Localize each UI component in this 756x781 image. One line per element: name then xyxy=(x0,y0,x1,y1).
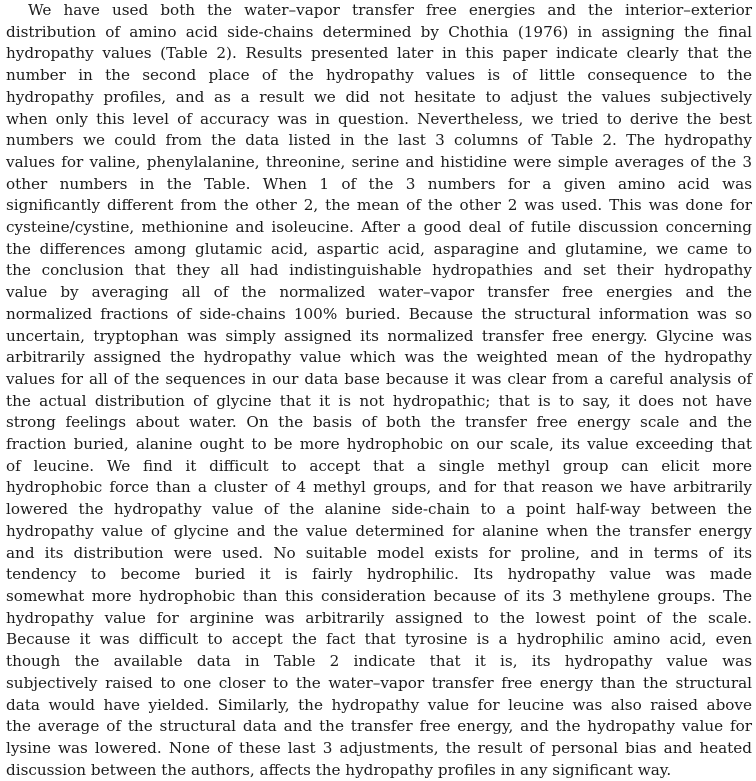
paragraph-line: somewhat more hydrophobic than this consideration because of its 3 methylene groups. The xyxy=(6,586,752,605)
paragraph-line: values for all of the sequences in our data base because it was clear from a careful analysis of xyxy=(6,369,752,388)
paragraph-line: hydropathy value for arginine was arbitrarily assigned to the lowest point of the scale. xyxy=(6,608,752,627)
paragraph-line: other numbers in the Table. When 1 of the 3 numbers for a given amino acid was xyxy=(6,174,752,193)
paragraph-line: normalized fractions of side-chains 100% buried. Because the structural information was so xyxy=(6,304,752,323)
paragraph-line: the differences among glutamic acid, aspartic acid, asparagine and glutamine, we came to xyxy=(6,239,752,258)
paragraph-line: significantly different from the other 2, the mean of the other 2 was used. This was done for xyxy=(6,196,752,215)
paragraph-line: data would have yielded. Similarly, the hydropathy value for leucine was also raised above xyxy=(6,695,752,714)
paragraph-line: tendency to become buried it is fairly hydrophilic. Its hydropathy value was made xyxy=(6,565,752,584)
paragraph-line: though the available data in Table 2 indicate that it is, its hydropathy value was xyxy=(6,652,752,671)
paragraph-line: hydropathy profiles, and as a result we did not hesitate to adjust the values subjectively xyxy=(6,87,752,106)
paragraph-line: the average of the structural data and the transfer free energy, and the hydropathy value for xyxy=(6,717,752,736)
paragraph-line: hydropathy values (Table 2). Results presented later in this paper indicate clearly that the xyxy=(6,44,752,63)
paragraph-line: the actual distribution of glycine that it is not hydropathic; that is to say, it does not have xyxy=(6,391,752,410)
paragraph-line: number in the second place of the hydropathy values is of little consequence to the xyxy=(6,66,752,85)
paragraph-line: when only this level of accuracy was in question. Nevertheless, we tried to derive the best xyxy=(6,109,752,128)
paragraph-line: Because it was difficult to accept the fact that tyrosine is a hydrophilic amino acid, even xyxy=(6,630,752,649)
paragraph-line: arbitrarily assigned the hydropathy value which was the weighted mean of the hydropathy xyxy=(6,348,752,367)
paragraph-line: hydrophobic force than a cluster of 4 methyl groups, and for that reason we have arbitrarily xyxy=(6,478,752,497)
paragraph-line: hydropathy value of glycine and the value determined for alanine when the transfer energy xyxy=(6,521,752,540)
paragraph-line: We have used both the water–vapor transfer free energies and the interior–exterior xyxy=(28,1,752,19)
paragraph-line: discussion between the authors, affects the hydropathy profiles in any significant way. xyxy=(6,760,672,779)
paragraph-line: subjectively raised to one closer to the water–vapor transfer free energy than the structural xyxy=(6,673,752,692)
paragraph-line: strong feelings about water. On the basis of both the transfer free energy scale and the xyxy=(6,413,752,432)
paragraph-line: and its distribution were used. No suitable model exists for proline, and in terms of its xyxy=(6,543,752,562)
paragraph-line: values for valine, phenylalanine, threonine, serine and histidine were simple averages of the 3 xyxy=(6,152,752,171)
paragraph-line: distribution of amino acid side-chains determined by Chothia (1976) in assigning the final xyxy=(6,22,752,41)
paragraph-line: of leucine. We find it difficult to accept that a single methyl group can elicit more xyxy=(6,456,752,475)
paragraph-line: lowered the hydropathy value of the alanine side-chain to a point half-way between the xyxy=(6,500,752,519)
paragraph-line: fraction buried, alanine ought to be more hydrophobic on our scale, its value exceeding that xyxy=(6,435,752,454)
paragraph-line: value by averaging all of the normalized water–vapor transfer free energies and the xyxy=(6,283,752,302)
paragraph-line: lysine was lowered. None of these last 3 adjustments, the result of personal bias and heated xyxy=(6,738,752,757)
paragraph-line: uncertain, tryptophan was simply assigned its normalized transfer free energy. Glycine was xyxy=(6,326,752,345)
paragraph-line: the conclusion that they all had indistinguishable hydropathies and set their hydropathy xyxy=(6,261,752,280)
paragraph-line: cysteine/cystine, methionine and isoleucine. After a good deal of futile discussion concerning xyxy=(6,218,752,237)
paragraph-line: numbers we could from the data listed in the last 3 columns of Table 2. The hydropathy xyxy=(6,131,752,150)
